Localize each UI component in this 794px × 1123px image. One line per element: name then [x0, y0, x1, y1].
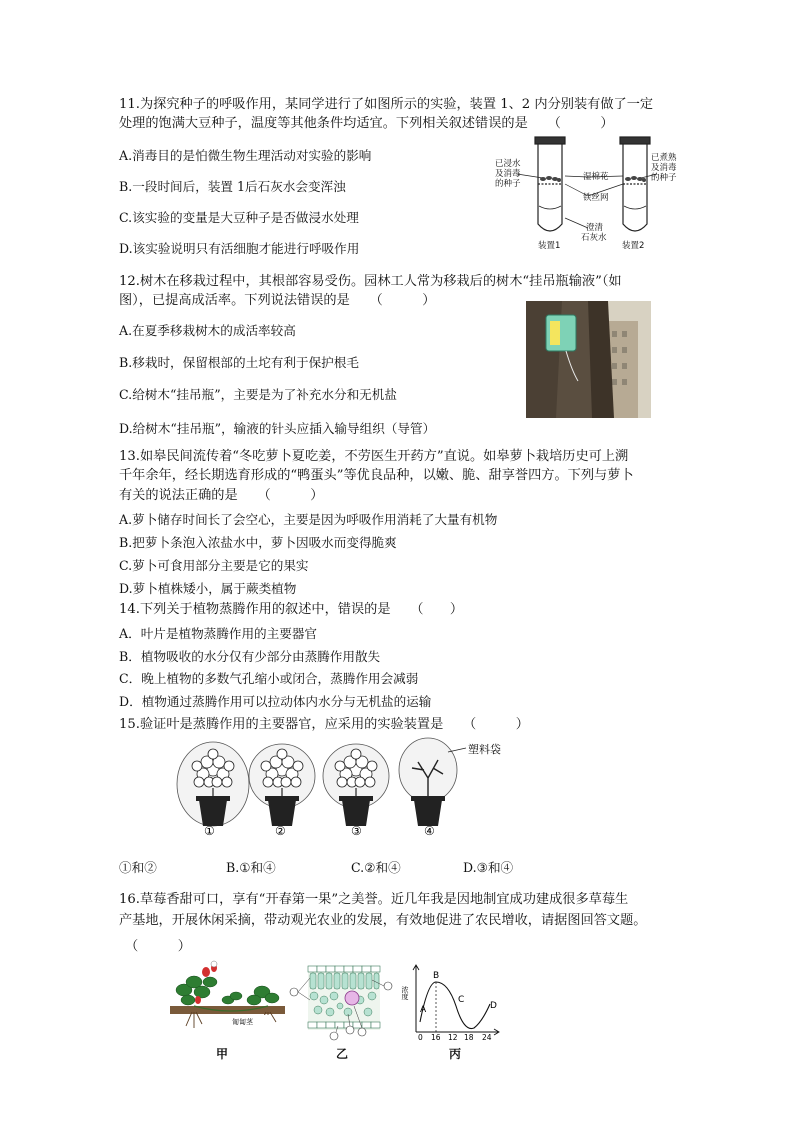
tube2-stopper — [620, 137, 650, 144]
figure-jia-label: 甲 — [216, 1047, 229, 1061]
q13-stem-line2: 千年余年，经长期选育形成的“鸭蛋头”等优良品种，以嫩、脆、甜享誉四方。下列与萝卜 — [119, 468, 634, 483]
graph-xtick-2: 12 — [448, 1033, 458, 1042]
q12-stem-line1: 12.树木在移栽过程中，其根部容易受伤。园林工人常为移栽后的树木“挂吊瓶输液”（如 — [119, 274, 622, 289]
right-seed-label-2: 及消毒 — [651, 163, 677, 173]
q16-stem-line2: 产基地，开展休闲采摘，带动观光农业的发展，有效地促进了农民增收，请据图回答文题。 — [119, 913, 647, 928]
mesh-label: 铁丝网 — [583, 193, 609, 203]
graph-xtick-4: 24 — [482, 1033, 492, 1042]
q11-stem-line2: 处理的饱满大豆种子，温度等其他条件均适宜。下列相关叙述错误的是 （ ） — [119, 116, 614, 131]
q15-option-b: B.①和④ — [226, 860, 276, 875]
q14-stem: 14.下列关于植物蒸腾作用的叙述中，错误的是 （ ） — [119, 602, 464, 617]
transpiration-pots-figure — [176, 734, 521, 838]
q13-option-c: C.萝卜可食用部分主要是它的果实 — [119, 558, 309, 573]
pot-label-2: ② — [275, 824, 286, 838]
right-seed-label-3: 的种子 — [651, 173, 677, 183]
pot-1 — [177, 742, 249, 826]
q14-option-b: B．植物吸收的水分仅有少部分由蒸腾作用散失 — [119, 649, 381, 664]
q13-option-b: B.把萝卜条泡入浓盐水中，萝卜因吸水而变得脆爽 — [119, 535, 397, 550]
pot-3 — [323, 744, 389, 826]
device1-label: 装置1 — [538, 241, 561, 251]
q12-option-d: D.给树木“挂吊瓶”，输液的针头应插入输导组织（导管） — [119, 421, 436, 436]
pot-2 — [249, 744, 315, 826]
concentration-curve — [420, 982, 490, 1029]
q15-option-d: D.③和④ — [463, 860, 514, 875]
figure-yi-label: 乙 — [336, 1047, 349, 1061]
q12-option-a: A.在夏季移栽树木的成活率较高 — [119, 323, 296, 338]
q12-stem-line2: 图），已提高成活率。下列说法错误的是 （ ） — [119, 293, 436, 308]
tube1 — [538, 144, 562, 231]
q11-option-d: D.该实验说明只有活细胞才能进行呼吸作用 — [119, 241, 360, 256]
q16-answer-blank: （ ） — [125, 939, 191, 954]
q12-option-c: C.给树木“挂吊瓶”，主要是为了补充水分和无机盐 — [119, 387, 397, 402]
graph-point-b: B — [433, 971, 440, 981]
tube1-stopper — [535, 137, 565, 144]
concentration-curve-figure — [401, 962, 504, 1042]
pot-label-3: ③ — [351, 824, 362, 838]
limewater-label-2: 石灰水 — [581, 233, 607, 243]
tube2 — [623, 144, 647, 231]
left-seed-label-1: 已浸水 — [495, 159, 521, 169]
strawberry-plant-figure — [170, 960, 285, 1040]
tree-iv-drip-photo — [526, 301, 651, 418]
graph-point-c: C — [458, 995, 465, 1005]
left-seed-label-3: 的种子 — [495, 179, 521, 189]
pot-label-1: ① — [204, 824, 215, 838]
q11-option-a: A.消毒目的是怕微生物生理活动对实验的影响 — [119, 148, 372, 163]
graph-point-d: D — [490, 1001, 497, 1011]
q16-stem-line1: 16.草莓香甜可口，享有“开春第一果”之美誉。近几年我是因地制宜成功建成很多草莓生 — [119, 892, 629, 907]
leaf-section-figure — [288, 960, 398, 1042]
graph-y-label: 浓度 — [401, 986, 409, 1000]
limewater-label-1: 澄清 — [586, 223, 604, 233]
q11-stem-line1: 11.为探究种子的呼吸作用，某同学进行了如图所示的实验，装置 1、2 内分别装有做了一定 — [119, 97, 654, 112]
graph-point-a: A — [420, 1005, 427, 1015]
plastic-bag-label: 塑料袋 — [468, 743, 501, 756]
graph-xtick-1: 16 — [431, 1033, 441, 1042]
cotton-label: 湿棉花 — [583, 172, 609, 182]
device2-label: 装置2 — [622, 241, 645, 251]
right-seed-label-1: 已煮熟 — [651, 153, 677, 163]
pot-4 — [399, 738, 457, 826]
q13-option-a: A.萝卜储存时间长了会空心，主要是因为呼吸作用消耗了大量有机物 — [119, 512, 498, 527]
q15-option-c: C.②和④ — [351, 860, 401, 875]
graph-xtick-0: 0 — [418, 1033, 423, 1042]
runner-stem-label: 匍匐茎 — [232, 1018, 253, 1026]
q14-option-a: A．叶片是植物蒸腾作用的主要器官 — [119, 626, 318, 641]
graph-xtick-3: 18 — [464, 1033, 474, 1042]
q13-option-d: D.萝卜植株矮小，属于蕨类植物 — [119, 581, 297, 596]
q15-option-a: ①和② — [119, 860, 157, 875]
left-seed-label-2: 及消毒 — [495, 169, 521, 179]
q11-option-b: B.一段时间后，装置 1后石灰水会变浑浊 — [119, 179, 346, 194]
respiration-apparatus-figure — [493, 134, 677, 251]
figure-bing-label: 丙 — [449, 1047, 462, 1061]
q12-option-b: B.移栽时，保留根部的土坨有利于保护根毛 — [119, 355, 359, 370]
q13-stem-line3: 有关的说法正确的是 （ ） — [119, 488, 324, 503]
q13-stem-line1: 13.如皋民间流传着“冬吃萝卜夏吃姜，不劳医生开药方”直说。如皋萝卜栽培历史可上溯 — [119, 449, 629, 464]
q15-stem: 15.验证叶是蒸腾作用的主要器官，应采用的实验装置是 （ ） — [119, 717, 529, 732]
q14-option-d: D．植物通过蒸腾作用可以拉动体内水分与无机盐的运输 — [119, 694, 432, 709]
pot-label-4: ④ — [424, 824, 435, 838]
q11-option-c: C.该实验的变量是大豆种子是否做浸水处理 — [119, 210, 359, 225]
q14-option-c: C．晚上植物的多数气孔缩小或闭合，蒸腾作用会减弱 — [119, 671, 419, 686]
